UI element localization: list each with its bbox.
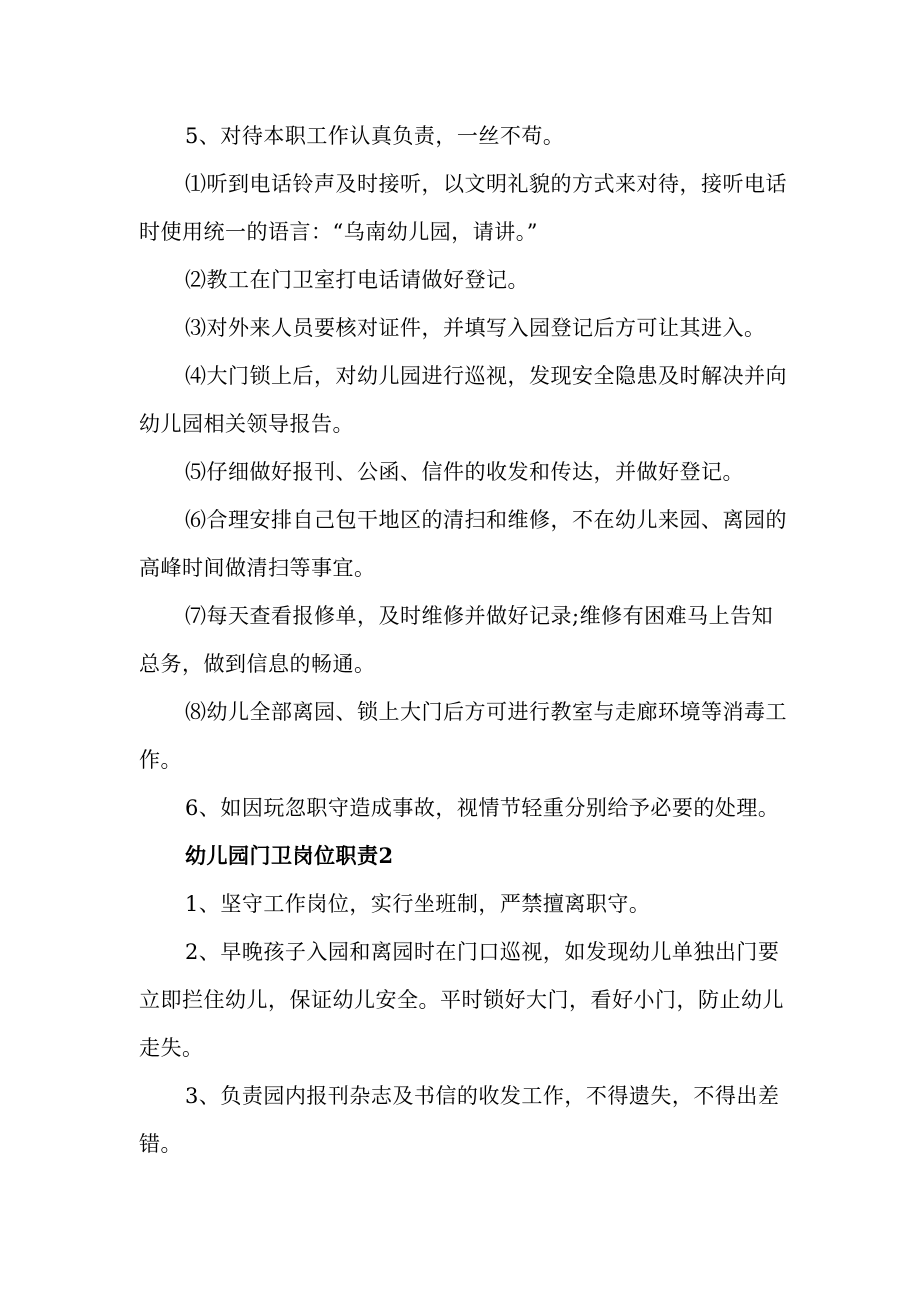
paragraph-subitem-8: ⑻幼儿全部离园、锁上大门后方可进行教室与走廊环境等消毒工作。 — [139, 700, 787, 772]
paragraph-subitem-2: ⑵教工在门卫室打电话请做好登记。 — [185, 268, 529, 292]
paragraph-subitem-6: ⑹合理安排自己包干地区的清扫和维修，不在幼儿来园、离园的高峰时间做清扫等事宜。 — [139, 508, 787, 580]
section-paragraph-3: 3、负责园内报刊杂志及书信的收发工作，不得遗失，不得出差错。 — [139, 1084, 780, 1156]
paragraph-subitem-5: ⑸仔细做好报刊、公函、信件的收发和传达，并做好登记。 — [185, 460, 744, 484]
paragraph-subitem-3: ⑶对外来人员要核对证件，并填写入园登记后方可让其进入。 — [185, 316, 766, 340]
paragraph-subitem-1: ⑴听到电话铃声及时接听，以文明礼貌的方式来对待，接听电话时使用统一的语言：“乌南幼儿园，请讲。” — [139, 172, 787, 244]
paragraph-item-6: 6、如因玩忽职守造成事故，视情节轻重分别给予必要的处理。 — [185, 796, 780, 820]
section-paragraph-1: 1、坚守工作岗位，实行坐班制，严禁擅离职守。 — [185, 892, 651, 916]
section-paragraph-2: 2、早晚孩子入园和离园时在门口巡视，如发现幼儿单独出门要立即拦住幼儿，保证幼儿安全。平时锁好大门，看好小门，防止幼儿走失。 — [139, 940, 784, 1060]
paragraph-subitem-4: ⑷大门锁上后，对幼儿园进行巡视，发现安全隐患及时解决并向幼儿园相关领导报告。 — [139, 364, 787, 436]
paragraph-item-5: 5、对待本职工作认真负责，一丝不苟。 — [185, 124, 565, 148]
paragraph-subitem-7: ⑺每天查看报修单，及时维修并做好记录;维修有困难马上告知总务，做到信息的畅通。 — [139, 604, 774, 676]
section-title: 幼儿园门卫岗位职责2 — [185, 843, 394, 868]
